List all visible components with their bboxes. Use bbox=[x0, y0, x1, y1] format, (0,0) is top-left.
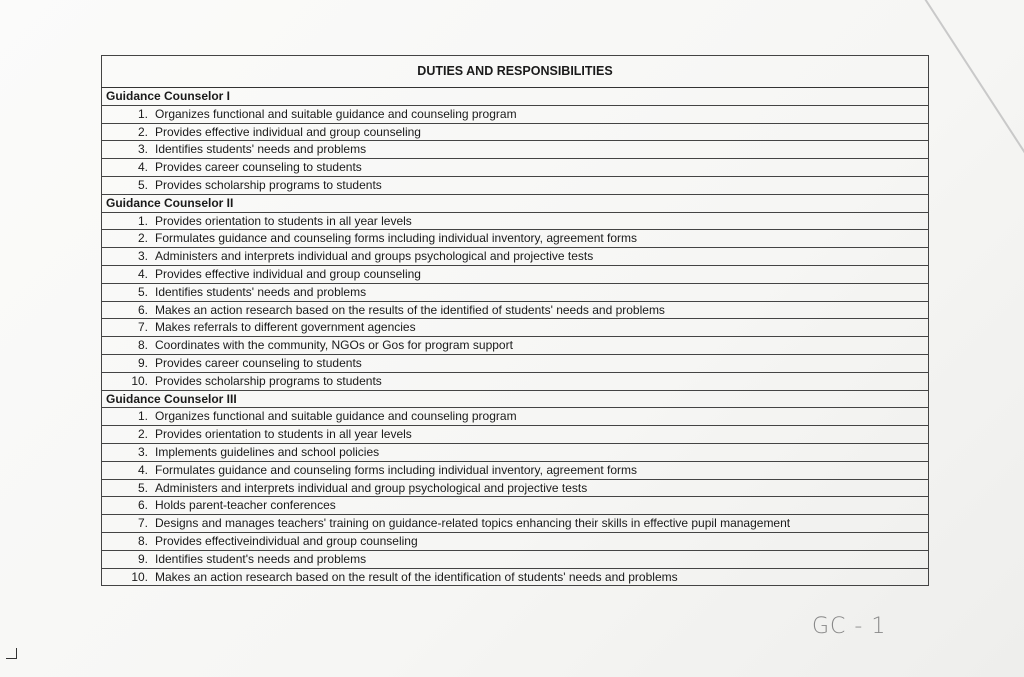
item-number: 9. bbox=[137, 551, 148, 566]
item-text: Identifies students' needs and problems bbox=[155, 284, 367, 299]
item-text: Provides scholarship programs to students bbox=[155, 177, 382, 192]
duty-item bbox=[102, 461, 929, 479]
table-row bbox=[102, 426, 929, 444]
item-number: 7. bbox=[137, 320, 148, 335]
item-text: Administers and interprets individual and groups psychological and projective tests bbox=[155, 249, 594, 264]
item-text: Provides scholarship programs to students bbox=[155, 373, 382, 388]
table-row bbox=[102, 141, 929, 159]
duty-item bbox=[102, 301, 929, 319]
duty-item bbox=[102, 408, 929, 426]
item-number: 5. bbox=[137, 284, 148, 299]
item-number: 3. bbox=[137, 142, 148, 157]
table-row bbox=[102, 248, 929, 266]
table-row bbox=[102, 354, 929, 372]
item-number: 4. bbox=[137, 462, 148, 477]
item-text: Provides effective individual and group counseling bbox=[155, 266, 421, 281]
item-number: 5. bbox=[137, 177, 148, 192]
section-heading: Guidance Counselor III bbox=[102, 390, 929, 408]
item-text: Provides orientation to students in all year levels bbox=[155, 427, 412, 442]
duties-table bbox=[101, 55, 929, 586]
duty-item bbox=[102, 479, 929, 497]
duty-item bbox=[102, 497, 929, 515]
corner-mark bbox=[6, 648, 17, 659]
table-row bbox=[102, 461, 929, 479]
item-text: Formulates guidance and counseling forms including individual inventory, agreement forms bbox=[155, 462, 638, 477]
item-number: 4. bbox=[137, 160, 148, 175]
item-number: 6. bbox=[137, 498, 148, 513]
item-text: Identifies students' needs and problems bbox=[155, 142, 367, 157]
duty-item bbox=[102, 123, 929, 141]
duty-item bbox=[102, 532, 929, 550]
item-number: 10. bbox=[131, 373, 148, 388]
duty-item bbox=[102, 337, 929, 355]
item-text: Implements guidelines and school policies bbox=[155, 444, 380, 459]
duty-item bbox=[102, 248, 929, 266]
item-text: Organizes functional and suitable guidance and counseling program bbox=[155, 409, 517, 424]
table-row bbox=[102, 532, 929, 550]
item-text: Provides effectiveindividual and group counseling bbox=[155, 533, 418, 548]
table-row bbox=[102, 497, 929, 515]
table-row bbox=[102, 265, 929, 283]
item-number: 4. bbox=[137, 266, 148, 281]
duty-item bbox=[102, 212, 929, 230]
table-row bbox=[102, 283, 929, 301]
duty-item bbox=[102, 105, 929, 123]
item-number: 5. bbox=[137, 480, 148, 495]
duty-item bbox=[102, 550, 929, 568]
item-number: 7. bbox=[137, 516, 148, 531]
duty-item bbox=[102, 354, 929, 372]
duty-item bbox=[102, 426, 929, 444]
table-row bbox=[102, 515, 929, 533]
duty-item bbox=[102, 265, 929, 283]
item-number: 1. bbox=[137, 213, 148, 228]
duty-item bbox=[102, 319, 929, 337]
table-row bbox=[102, 176, 929, 194]
table-row bbox=[102, 159, 929, 177]
document-title: DUTIES AND RESPONSIBILITIES bbox=[102, 56, 929, 88]
item-number: 8. bbox=[137, 338, 148, 353]
item-text: Organizes functional and suitable guidance and counseling program bbox=[155, 106, 517, 121]
section-header-row bbox=[102, 390, 929, 408]
duty-item bbox=[102, 159, 929, 177]
item-number: 10. bbox=[131, 569, 148, 584]
table-row bbox=[102, 337, 929, 355]
title-row bbox=[102, 56, 929, 88]
item-number: 1. bbox=[137, 106, 148, 121]
item-number: 2. bbox=[137, 124, 148, 139]
duty-item bbox=[102, 176, 929, 194]
table-row bbox=[102, 479, 929, 497]
table-row bbox=[102, 568, 929, 586]
item-text: Identifies student's needs and problems bbox=[155, 551, 367, 566]
item-number: 1. bbox=[137, 409, 148, 424]
item-text: Administers and interprets individual and group psychological and projective tests bbox=[155, 480, 588, 495]
item-text: Holds parent-teacher conferences bbox=[155, 498, 336, 513]
table-row bbox=[102, 212, 929, 230]
handwritten-note: GC - 1 bbox=[812, 614, 887, 639]
section-header-row bbox=[102, 88, 929, 106]
item-number: 3. bbox=[137, 444, 148, 459]
item-number: 8. bbox=[137, 533, 148, 548]
table-row bbox=[102, 550, 929, 568]
duty-item bbox=[102, 568, 929, 586]
table-row bbox=[102, 123, 929, 141]
table-row bbox=[102, 301, 929, 319]
table-row bbox=[102, 105, 929, 123]
duty-item bbox=[102, 443, 929, 461]
duty-item bbox=[102, 141, 929, 159]
table-row bbox=[102, 372, 929, 390]
table-row bbox=[102, 230, 929, 248]
item-number: 6. bbox=[137, 302, 148, 317]
item-text: Makes an action research based on the result of the identification of students' needs and problems bbox=[155, 569, 678, 584]
item-text: Formulates guidance and counseling forms including individual inventory, agreement forms bbox=[155, 231, 638, 246]
item-text: Makes referrals to different government agencies bbox=[155, 320, 416, 335]
item-text: Provides effective individual and group counseling bbox=[155, 124, 421, 139]
duty-item bbox=[102, 283, 929, 301]
item-number: 2. bbox=[137, 231, 148, 246]
item-text: Provides career counseling to students bbox=[155, 355, 362, 370]
table-row bbox=[102, 408, 929, 426]
section-header-row bbox=[102, 194, 929, 212]
duty-item bbox=[102, 230, 929, 248]
table-row bbox=[102, 319, 929, 337]
item-text: Designs and manages teachers' training on guidance-related topics enhancing their skills in effective pupil management bbox=[155, 516, 791, 531]
section-heading: Guidance Counselor I bbox=[102, 88, 929, 106]
section-heading: Guidance Counselor II bbox=[102, 194, 929, 212]
item-number: 2. bbox=[137, 427, 148, 442]
item-text: Provides orientation to students in all year levels bbox=[155, 213, 412, 228]
duty-item bbox=[102, 515, 929, 533]
duty-item bbox=[102, 372, 929, 390]
table-row bbox=[102, 443, 929, 461]
item-text: Provides career counseling to students bbox=[155, 160, 362, 175]
item-text: Makes an action research based on the results of the identified of students' needs and problems bbox=[155, 302, 665, 317]
item-number: 9. bbox=[137, 355, 148, 370]
item-text: Coordinates with the community, NGOs or Gos for program support bbox=[155, 338, 513, 353]
item-number: 3. bbox=[137, 249, 148, 264]
